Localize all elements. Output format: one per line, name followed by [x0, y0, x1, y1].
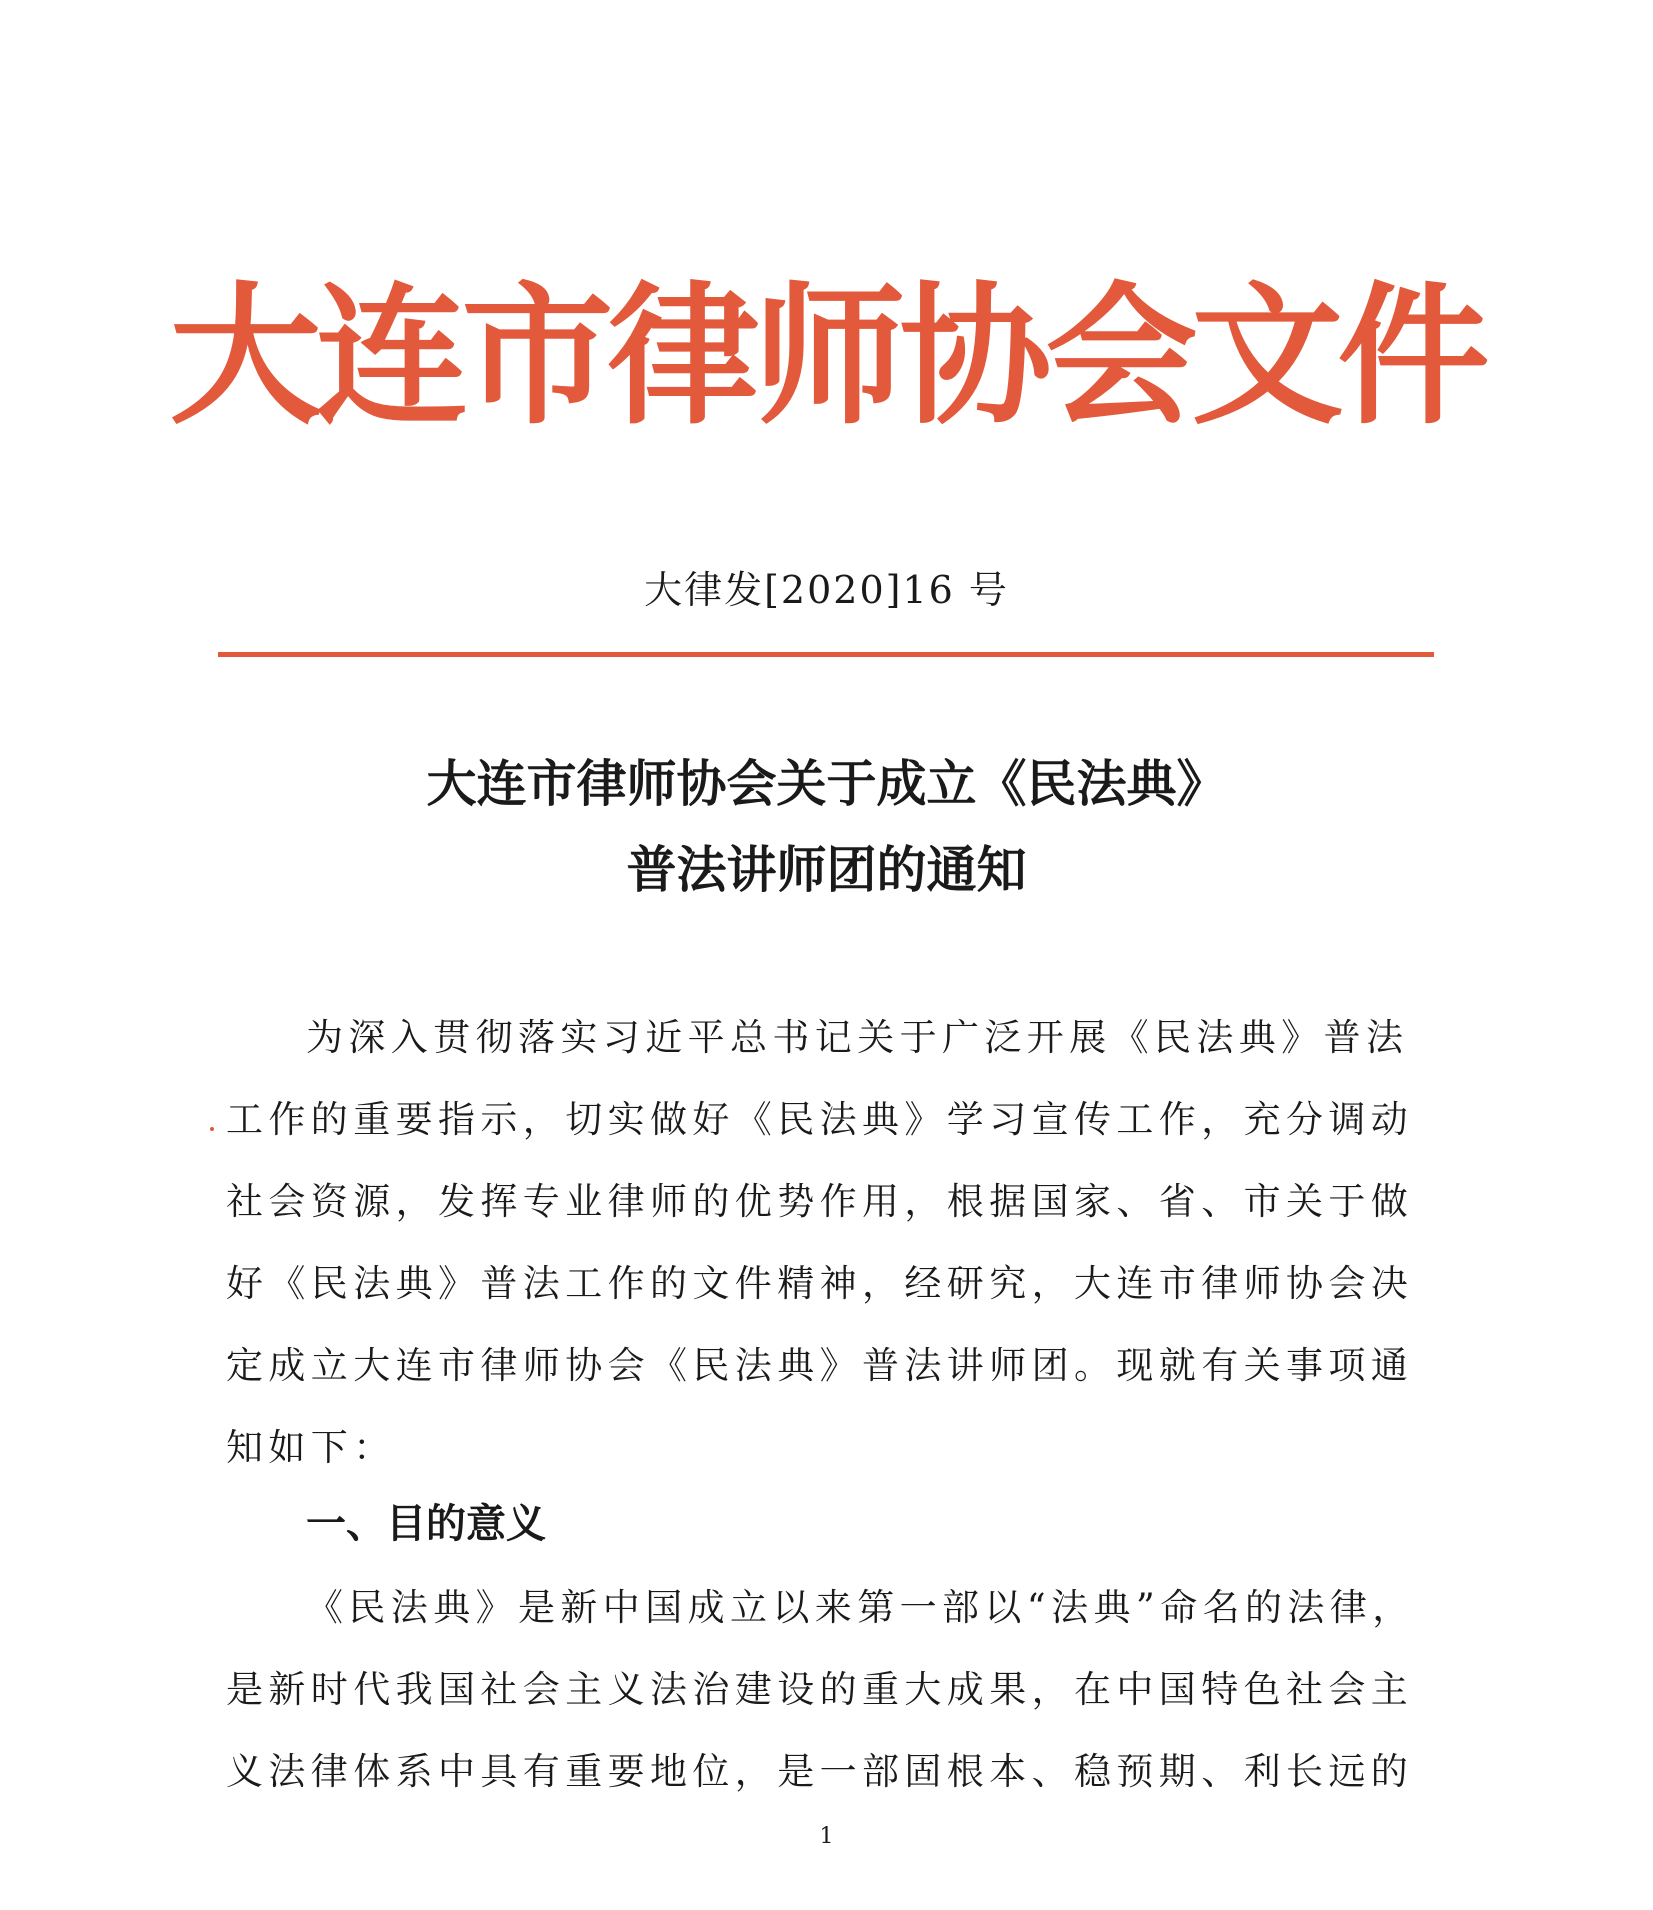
- paragraph-1-line-4: 好《民法典》普法工作的文件精神，经研究，大连市律师协会决: [226, 1262, 1414, 1305]
- paragraph-1-line-5: 定成立大连市律师协会《民法典》普法讲师团。现就有关事项通: [226, 1344, 1414, 1387]
- paragraph-1-line-2: 工作的重要指示，切实做好《民法典》学习宣传工作，充分调动: [226, 1098, 1414, 1141]
- paragraph-1-line-3: 社会资源，发挥专业律师的优势作用，根据国家、省、市关于做: [226, 1180, 1414, 1223]
- notice-title-line-2: 普法讲师团的通知: [626, 841, 1027, 899]
- paragraph-2-line-1: 《民法典》是新中国成立以来第一部以“法典”命名的法律，: [306, 1586, 1415, 1629]
- paragraph-1-line-1: 为深入贯彻落实习近平总书记关于广泛开展《民法典》普法: [306, 1016, 1409, 1059]
- paragraph-2-line-2: 是新时代我国社会主义法治建设的重大成果，在中国特色社会主: [226, 1668, 1414, 1711]
- document-number: 大律发[2020]16 号: [644, 568, 1009, 612]
- red-divider-line: [218, 652, 1434, 657]
- paragraph-1-line-6: 知如下：: [226, 1426, 396, 1469]
- notice-title-line-1: 大连市律师协会关于成立《民法典》: [426, 755, 1227, 813]
- paragraph-2-line-3: 义法律体系中具有重要地位，是一部固根本、稳预期、利长远的: [226, 1750, 1414, 1793]
- masthead-title: 大连市律师协会文件: [169, 268, 1484, 445]
- page-number: 1: [819, 1824, 834, 1849]
- scan-speck: [210, 1127, 214, 1131]
- section-heading-1: 一、目的意义: [306, 1501, 546, 1547]
